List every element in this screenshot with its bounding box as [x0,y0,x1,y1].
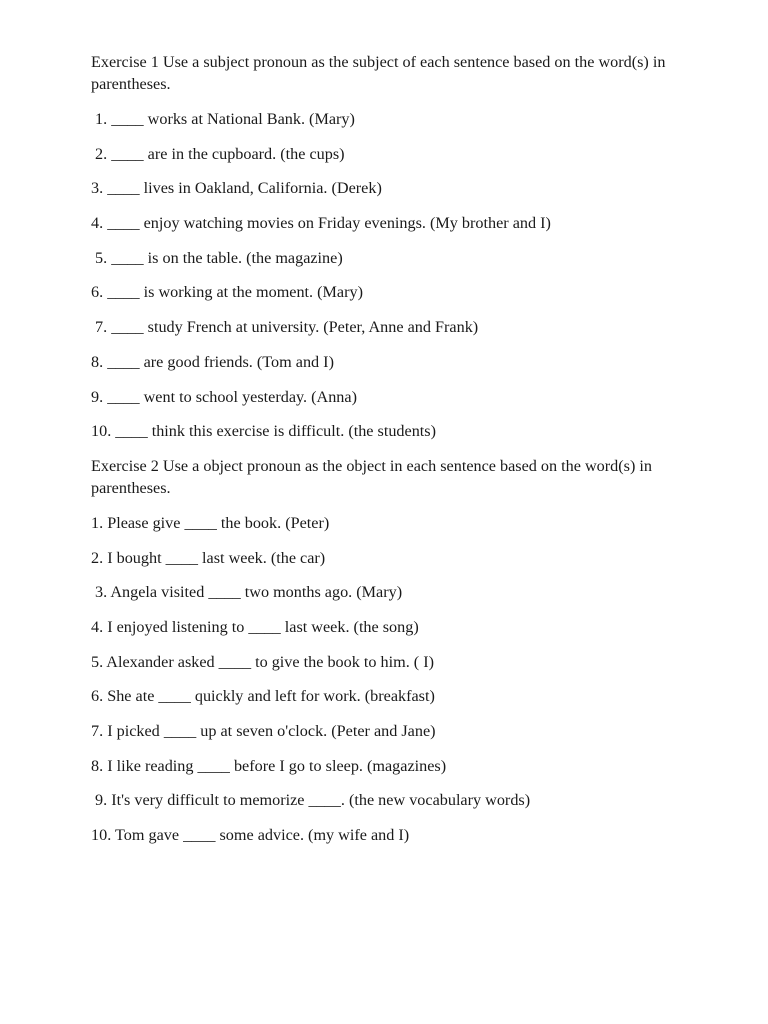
exercise-2-item-8: 8. I like reading ____ before I go to sleep. (magazines) [91,756,447,775]
exercise-2-heading: Exercise 2 Use a object pronoun as the object in each sentence based on the word(s) in parentheses. [91,456,652,497]
exercise-2-item-3: 3. Angela visited ____ two months ago. (Mary) [91,583,403,602]
exercise-1-item-3: 3. ____ lives in Oakland, California. (Derek) [91,179,382,198]
exercise-2-item-6: 6. She ate ____ quickly and left for work. (breakfast) [91,687,435,706]
exercise-1-item-4: 4. ____ enjoy watching movies on Friday evenings. (My brother and I) [91,214,551,233]
exercise-1-section [91,51,711,442]
exercise-1-item-5: 5. ____ is on the table. (the magazine) [91,248,343,267]
exercise-1-heading: Exercise 1 Use a subject pronoun as the subject of each sentence based on the word(s) in parentheses. [91,53,666,93]
worksheet-page [91,51,711,859]
exercise-2-item-9: 9. It's very difficult to memorize ____. (the new vocabulary words) [91,791,531,810]
exercise-2-item-1: 1. Please give ____ the book. (Peter) [91,513,330,532]
exercise-2-item-10: 10. Tom gave ____ some advice. (my wife and I) [91,826,410,845]
exercise-2-item-4: 4. I enjoyed listening to ____ last week. (the song) [91,617,419,636]
exercise-2-item-7: 7. I picked ____ up at seven o'clock. (Peter and Jane) [91,722,436,740]
exercise-1-item-10: 10. ____ think this exercise is difficult. (the students) [91,422,436,441]
exercise-1-item-8: 8. ____ are good friends. (Tom and I) [91,352,334,371]
exercise-2-section [91,455,711,846]
exercise-2-item-2: 2. I bought ____ last week. (the car) [91,548,326,567]
exercise-1-item-2: 2. ____ are in the cupboard. (the cups) [91,144,345,163]
exercise-1-item-7: 7. ____ study French at university. (Peter, Anne and Frank) [91,318,479,337]
exercise-1-item-1: 1. ____ works at National Bank. (Mary) [91,110,355,128]
exercise-1-item-6: 6. ____ is working at the moment. (Mary) [91,283,363,302]
exercise-2-item-5: 5. Alexander asked ____ to give the book to him. ( I) [91,652,435,671]
exercise-1-item-9: 9. ____ went to school yesterday. (Anna) [91,387,357,406]
